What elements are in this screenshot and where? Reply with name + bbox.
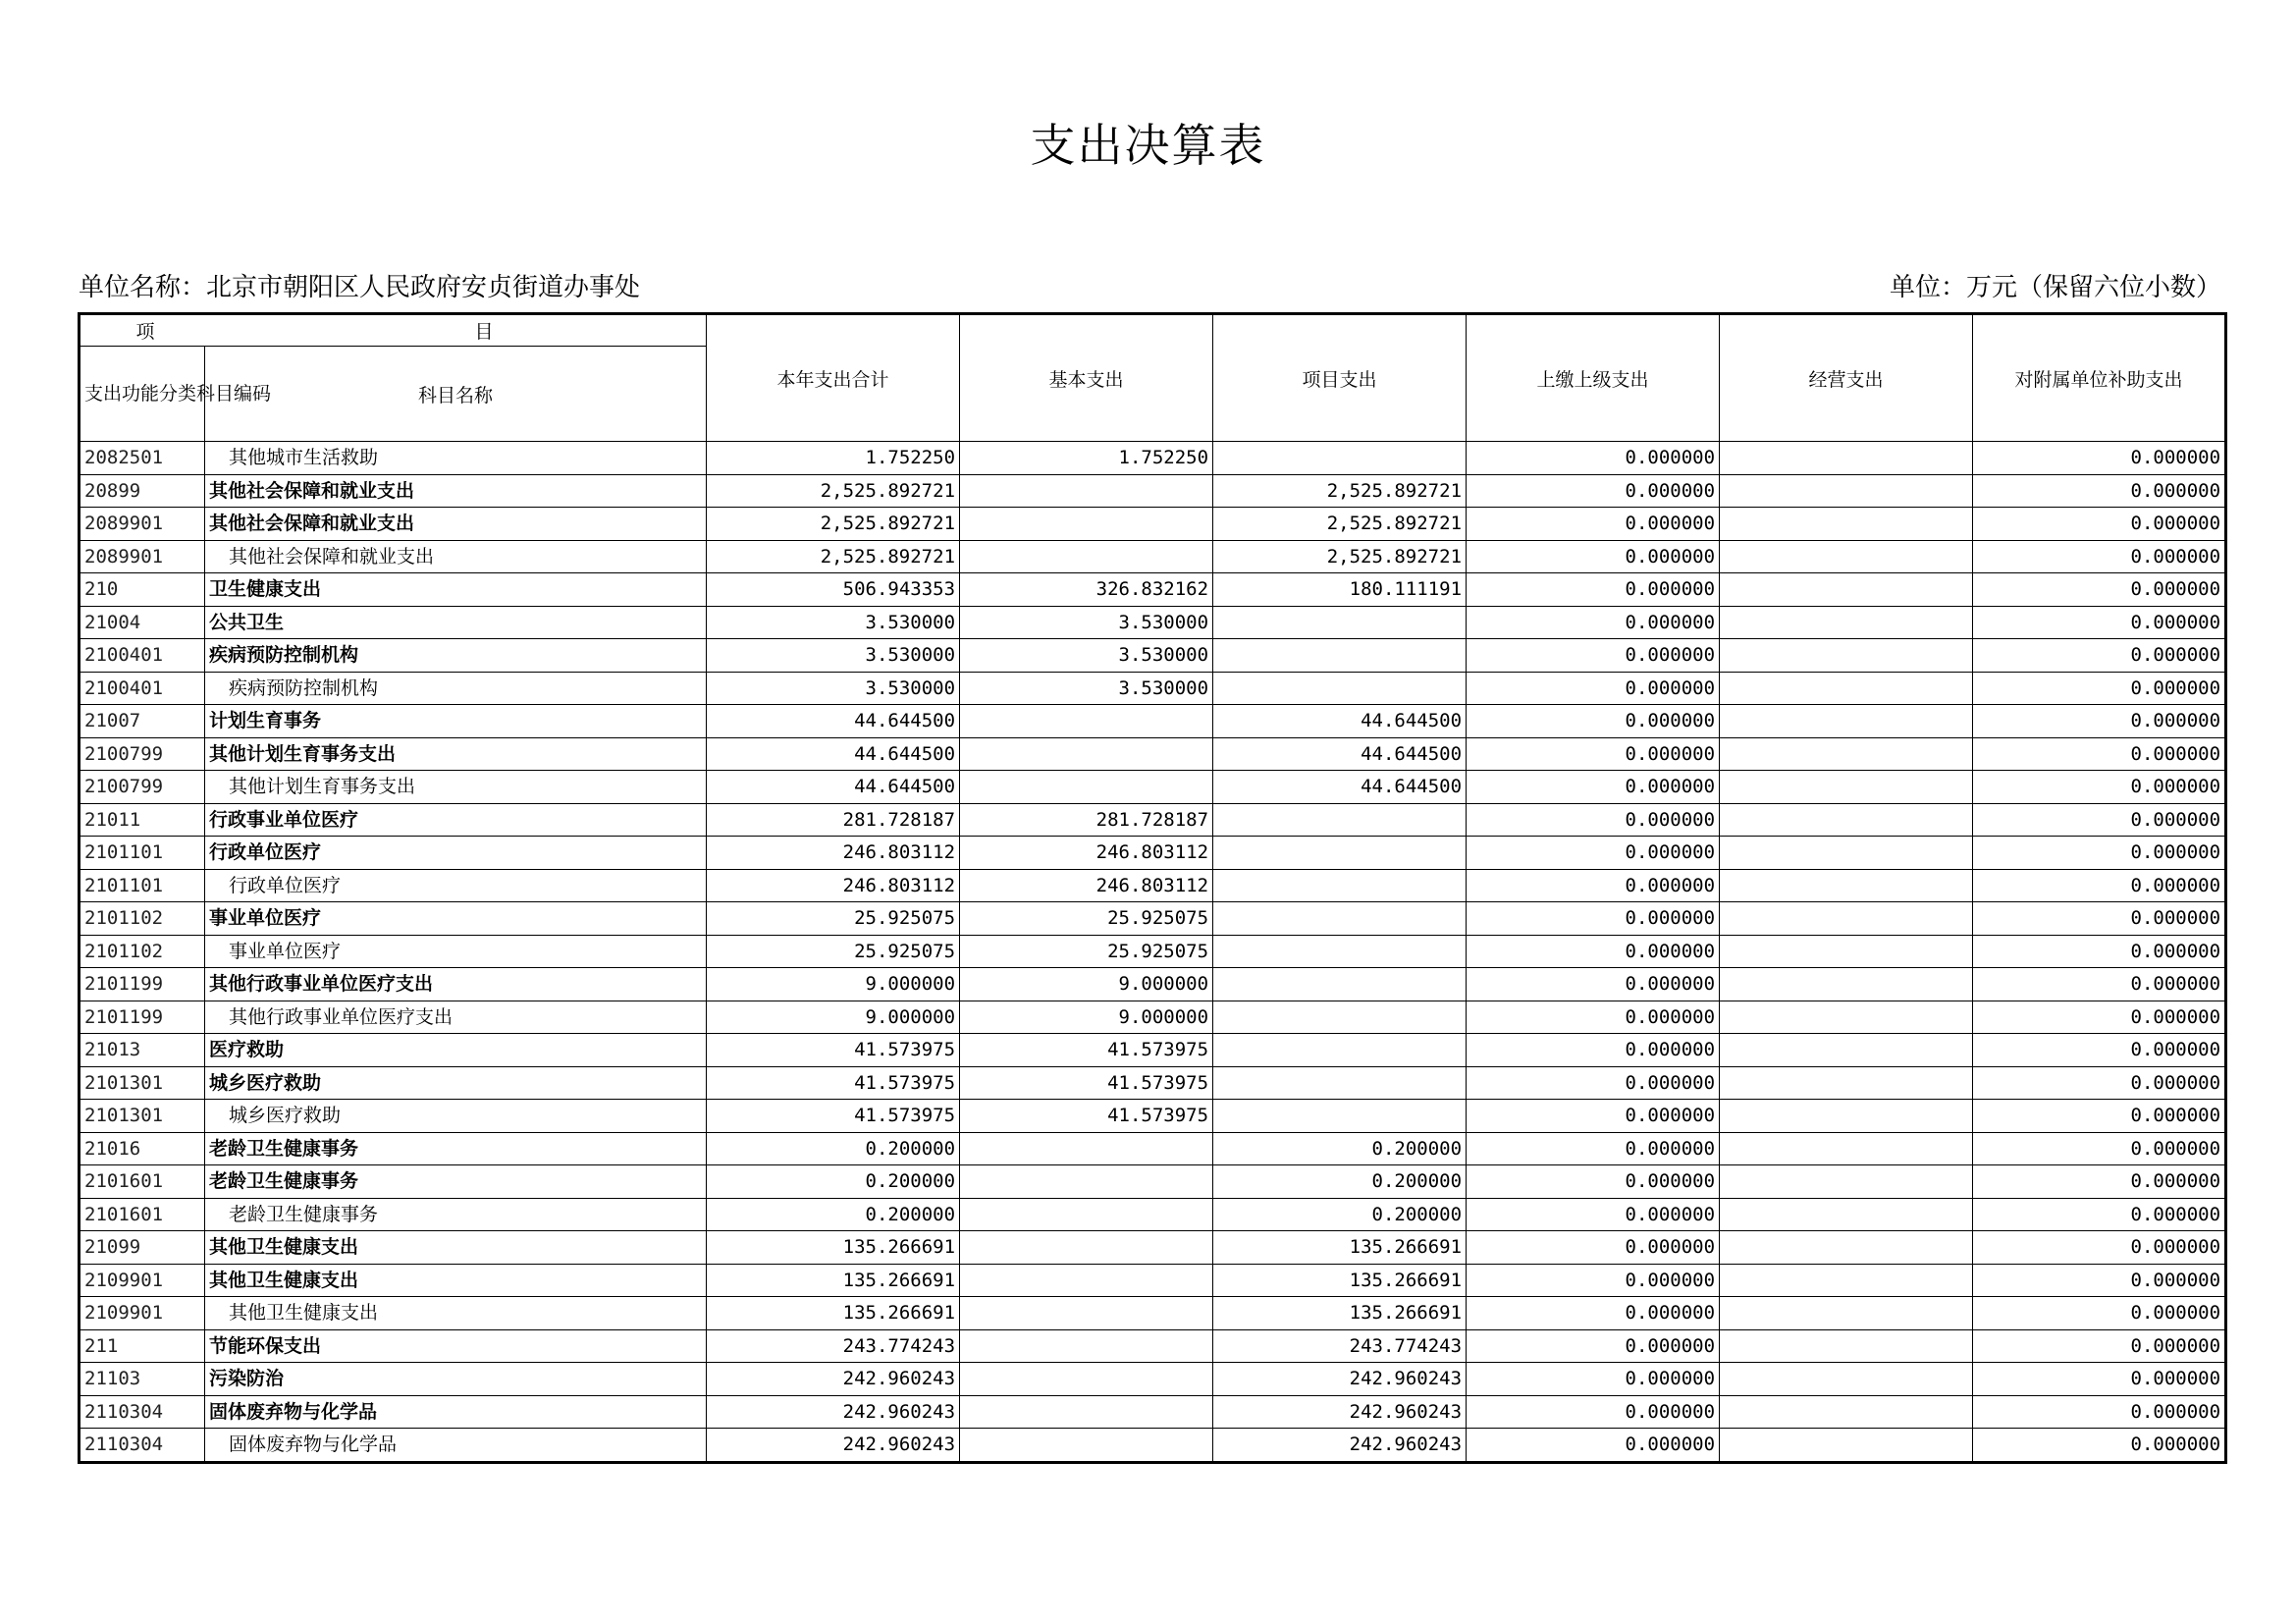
row-code: 21007 <box>80 705 205 738</box>
row-total-value: 506.943353 <box>707 573 960 607</box>
table-row <box>80 1132 2226 1165</box>
row-business-value <box>1720 803 1973 837</box>
row-code: 2101301 <box>80 1066 205 1100</box>
row-basic-value: 41.573975 <box>960 1066 1213 1100</box>
row-name: 固体废弃物与化学品 <box>205 1395 707 1429</box>
row-name: 节能环保支出 <box>205 1329 707 1363</box>
row-project-value <box>1213 1001 1467 1034</box>
table-row <box>80 573 2226 607</box>
row-total-value: 0.200000 <box>707 1132 960 1165</box>
row-upper-value: 0.000000 <box>1467 1066 1720 1100</box>
row-name: 事业单位医疗 <box>205 902 707 936</box>
row-basic-value <box>960 705 1213 738</box>
row-business-value <box>1720 1395 1973 1429</box>
row-name: 事业单位医疗 <box>205 935 707 968</box>
row-name: 其他卫生健康支出 <box>205 1231 707 1265</box>
row-name: 其他计划生育事务支出 <box>205 737 707 771</box>
row-basic-value: 246.803112 <box>960 869 1213 902</box>
row-basic-value: 326.832162 <box>960 573 1213 607</box>
table-row <box>80 508 2226 541</box>
row-project-value <box>1213 442 1467 475</box>
row-name: 其他社会保障和就业支出 <box>205 540 707 573</box>
row-upper-value: 0.000000 <box>1467 1297 1720 1330</box>
table-row <box>80 1297 2226 1330</box>
row-subsidy-value: 0.000000 <box>1973 1100 2226 1133</box>
row-business-value <box>1720 771 1973 804</box>
row-upper-value: 0.000000 <box>1467 902 1720 936</box>
row-subsidy-value: 0.000000 <box>1973 935 2226 968</box>
row-code: 211 <box>80 1329 205 1363</box>
row-project-value: 0.200000 <box>1213 1132 1467 1165</box>
row-name: 污染防治 <box>205 1363 707 1396</box>
row-business-value <box>1720 442 1973 475</box>
row-subsidy-value: 0.000000 <box>1973 1231 2226 1265</box>
table-row <box>80 968 2226 1001</box>
row-subsidy-value: 0.000000 <box>1973 1297 2226 1330</box>
table-row <box>80 1100 2226 1133</box>
table-row <box>80 474 2226 508</box>
row-upper-value: 0.000000 <box>1467 1264 1720 1297</box>
row-business-value <box>1720 968 1973 1001</box>
table-row <box>80 1395 2226 1429</box>
page-title: 支出决算表 <box>1030 119 1266 172</box>
row-upper-value: 0.000000 <box>1467 1395 1720 1429</box>
row-basic-value: 3.530000 <box>960 639 1213 673</box>
row-subsidy-value: 0.000000 <box>1973 1034 2226 1067</box>
row-project-value: 2,525.892721 <box>1213 540 1467 573</box>
row-upper-value: 0.000000 <box>1467 771 1720 804</box>
row-subsidy-value: 0.000000 <box>1973 1329 2226 1363</box>
row-basic-value <box>960 771 1213 804</box>
row-business-value <box>1720 1034 1973 1067</box>
row-subsidy-value: 0.000000 <box>1973 474 2226 508</box>
row-subsidy-value: 0.000000 <box>1973 1165 2226 1199</box>
row-total-value: 246.803112 <box>707 869 960 902</box>
row-name: 其他社会保障和就业支出 <box>205 474 707 508</box>
row-total-value: 25.925075 <box>707 935 960 968</box>
total-header: 本年支出合计 <box>707 314 960 442</box>
row-total-value: 2,525.892721 <box>707 508 960 541</box>
row-project-value: 180.111191 <box>1213 573 1467 607</box>
table-row <box>80 1034 2226 1067</box>
row-business-value <box>1720 1100 1973 1133</box>
row-upper-value: 0.000000 <box>1467 1100 1720 1133</box>
row-project-value: 243.774243 <box>1213 1329 1467 1363</box>
table-row <box>80 705 2226 738</box>
row-total-value: 9.000000 <box>707 1001 960 1034</box>
row-code: 2101101 <box>80 869 205 902</box>
row-code: 2101301 <box>80 1100 205 1133</box>
row-basic-value: 3.530000 <box>960 672 1213 705</box>
row-total-value: 41.573975 <box>707 1100 960 1133</box>
row-code: 2089901 <box>80 508 205 541</box>
row-code: 20899 <box>80 474 205 508</box>
row-total-value: 2,525.892721 <box>707 474 960 508</box>
row-upper-value: 0.000000 <box>1467 705 1720 738</box>
code-header: 支出功能分类科目编码 <box>80 347 205 442</box>
row-name: 老龄卫生健康事务 <box>205 1165 707 1199</box>
row-business-value <box>1720 1132 1973 1165</box>
row-basic-value <box>960 1429 1213 1463</box>
row-project-value: 242.960243 <box>1213 1429 1467 1463</box>
table-row <box>80 1165 2226 1199</box>
row-code: 2100799 <box>80 771 205 804</box>
row-project-value: 135.266691 <box>1213 1231 1467 1265</box>
row-project-value: 44.644500 <box>1213 737 1467 771</box>
unit-name-label: 单位名称：北京市朝阳区人民政府安贞街道办事处 <box>79 273 641 302</box>
row-total-value: 3.530000 <box>707 672 960 705</box>
row-subsidy-value: 0.000000 <box>1973 1395 2226 1429</box>
row-project-value <box>1213 837 1467 870</box>
table-row <box>80 771 2226 804</box>
row-project-value: 135.266691 <box>1213 1264 1467 1297</box>
row-subsidy-value: 0.000000 <box>1973 771 2226 804</box>
row-business-value <box>1720 902 1973 936</box>
row-basic-value: 25.925075 <box>960 902 1213 936</box>
row-code: 21103 <box>80 1363 205 1396</box>
row-upper-value: 0.000000 <box>1467 474 1720 508</box>
row-name: 疾病预防控制机构 <box>205 672 707 705</box>
row-basic-value: 1.752250 <box>960 442 1213 475</box>
table-row <box>80 1001 2226 1034</box>
row-subsidy-value: 0.000000 <box>1973 902 2226 936</box>
row-code: 21013 <box>80 1034 205 1067</box>
row-name: 其他卫生健康支出 <box>205 1264 707 1297</box>
table-row <box>80 1066 2226 1100</box>
row-total-value: 1.752250 <box>707 442 960 475</box>
row-subsidy-value: 0.000000 <box>1973 1066 2226 1100</box>
table-row <box>80 1198 2226 1231</box>
row-total-value: 0.200000 <box>707 1198 960 1231</box>
project-header: 项目支出 <box>1213 314 1467 442</box>
basic-header: 基本支出 <box>960 314 1213 442</box>
row-business-value <box>1720 1231 1973 1265</box>
row-subsidy-value: 0.000000 <box>1973 1264 2226 1297</box>
row-basic-value <box>960 737 1213 771</box>
row-code: 2110304 <box>80 1429 205 1463</box>
row-business-value <box>1720 737 1973 771</box>
row-upper-value: 0.000000 <box>1467 442 1720 475</box>
row-total-value: 246.803112 <box>707 837 960 870</box>
row-subsidy-value: 0.000000 <box>1973 837 2226 870</box>
table-row <box>80 803 2226 837</box>
row-total-value: 3.530000 <box>707 639 960 673</box>
row-name: 疾病预防控制机构 <box>205 639 707 673</box>
business-header: 经营支出 <box>1720 314 1973 442</box>
table-row <box>80 672 2226 705</box>
row-upper-value: 0.000000 <box>1467 1132 1720 1165</box>
row-name: 其他城市生活救助 <box>205 442 707 475</box>
row-basic-value <box>960 1329 1213 1363</box>
row-name: 医疗救助 <box>205 1034 707 1067</box>
row-basic-value <box>960 1231 1213 1265</box>
row-project-value: 242.960243 <box>1213 1363 1467 1396</box>
row-upper-value: 0.000000 <box>1467 1198 1720 1231</box>
row-name: 行政事业单位医疗 <box>205 803 707 837</box>
table-row <box>80 1231 2226 1265</box>
row-code: 2101102 <box>80 902 205 936</box>
row-upper-value: 0.000000 <box>1467 1034 1720 1067</box>
row-total-value: 242.960243 <box>707 1363 960 1396</box>
row-project-value: 44.644500 <box>1213 771 1467 804</box>
row-project-value: 2,525.892721 <box>1213 508 1467 541</box>
row-total-value: 135.266691 <box>707 1297 960 1330</box>
row-total-value: 3.530000 <box>707 606 960 639</box>
row-name: 卫生健康支出 <box>205 573 707 607</box>
table-row <box>80 442 2226 475</box>
row-project-value <box>1213 1100 1467 1133</box>
expenditure-table <box>78 312 2227 1464</box>
table-row <box>80 1329 2226 1363</box>
row-upper-value: 0.000000 <box>1467 639 1720 673</box>
row-subsidy-value: 0.000000 <box>1973 869 2226 902</box>
row-business-value <box>1720 639 1973 673</box>
row-code: 210 <box>80 573 205 607</box>
row-business-value <box>1720 1329 1973 1363</box>
row-business-value <box>1720 606 1973 639</box>
row-basic-value: 9.000000 <box>960 1001 1213 1034</box>
row-total-value: 0.200000 <box>707 1165 960 1199</box>
row-subsidy-value: 0.000000 <box>1973 968 2226 1001</box>
row-basic-value: 9.000000 <box>960 968 1213 1001</box>
row-code: 2100401 <box>80 639 205 673</box>
row-code: 2101101 <box>80 837 205 870</box>
row-upper-value: 0.000000 <box>1467 508 1720 541</box>
row-business-value <box>1720 474 1973 508</box>
row-name: 城乡医疗救助 <box>205 1066 707 1100</box>
row-upper-value: 0.000000 <box>1467 573 1720 607</box>
row-upper-value: 0.000000 <box>1467 606 1720 639</box>
row-project-value: 242.960243 <box>1213 1395 1467 1429</box>
row-subsidy-value: 0.000000 <box>1973 803 2226 837</box>
table-body <box>80 442 2226 1463</box>
row-business-value <box>1720 705 1973 738</box>
row-basic-value: 41.573975 <box>960 1100 1213 1133</box>
row-upper-value: 0.000000 <box>1467 803 1720 837</box>
row-name: 其他卫生健康支出 <box>205 1297 707 1330</box>
row-code: 2089901 <box>80 540 205 573</box>
row-code: 2101102 <box>80 935 205 968</box>
row-subsidy-value: 0.000000 <box>1973 672 2226 705</box>
table-row <box>80 606 2226 639</box>
row-business-value <box>1720 1165 1973 1199</box>
row-basic-value <box>960 1198 1213 1231</box>
row-name: 老龄卫生健康事务 <box>205 1132 707 1165</box>
row-basic-value: 25.925075 <box>960 935 1213 968</box>
row-basic-value <box>960 540 1213 573</box>
table-row <box>80 639 2226 673</box>
row-name: 行政单位医疗 <box>205 837 707 870</box>
row-project-value <box>1213 803 1467 837</box>
row-upper-value: 0.000000 <box>1467 1429 1720 1463</box>
row-project-value: 135.266691 <box>1213 1297 1467 1330</box>
row-code: 21004 <box>80 606 205 639</box>
row-name: 其他社会保障和就业支出 <box>205 508 707 541</box>
row-code: 2100401 <box>80 672 205 705</box>
row-name: 计划生育事务 <box>205 705 707 738</box>
row-business-value <box>1720 1429 1973 1463</box>
row-name: 老龄卫生健康事务 <box>205 1198 707 1231</box>
row-total-value: 44.644500 <box>707 705 960 738</box>
row-code: 2101601 <box>80 1165 205 1199</box>
row-code: 2101199 <box>80 1001 205 1034</box>
row-business-value <box>1720 1264 1973 1297</box>
row-basic-value <box>960 1264 1213 1297</box>
row-name: 行政单位医疗 <box>205 869 707 902</box>
row-business-value <box>1720 1363 1973 1396</box>
row-business-value <box>1720 935 1973 968</box>
row-upper-value: 0.000000 <box>1467 540 1720 573</box>
row-business-value <box>1720 837 1973 870</box>
row-upper-value: 0.000000 <box>1467 737 1720 771</box>
row-code: 2101199 <box>80 968 205 1001</box>
subsidy-header: 对附属单位补助支出 <box>1973 314 2226 442</box>
row-business-value <box>1720 573 1973 607</box>
row-upper-value: 0.000000 <box>1467 968 1720 1001</box>
row-project-value: 2,525.892721 <box>1213 474 1467 508</box>
row-project-value <box>1213 672 1467 705</box>
row-basic-value <box>960 1132 1213 1165</box>
table-row <box>80 1429 2226 1463</box>
row-total-value: 41.573975 <box>707 1034 960 1067</box>
row-upper-value: 0.000000 <box>1467 1165 1720 1199</box>
row-subsidy-value: 0.000000 <box>1973 573 2226 607</box>
row-total-value: 41.573975 <box>707 1066 960 1100</box>
row-project-value <box>1213 935 1467 968</box>
row-upper-value: 0.000000 <box>1467 1001 1720 1034</box>
name-header: 科目名称 <box>205 347 707 442</box>
row-total-value: 135.266691 <box>707 1231 960 1265</box>
row-code: 2110304 <box>80 1395 205 1429</box>
row-basic-value <box>960 1165 1213 1199</box>
row-project-value: 44.644500 <box>1213 705 1467 738</box>
row-subsidy-value: 0.000000 <box>1973 508 2226 541</box>
row-basic-value: 246.803112 <box>960 837 1213 870</box>
row-subsidy-value: 0.000000 <box>1973 1363 2226 1396</box>
row-name: 公共卫生 <box>205 606 707 639</box>
row-basic-value <box>960 508 1213 541</box>
row-name: 其他行政事业单位医疗支出 <box>205 1001 707 1034</box>
table-row <box>80 540 2226 573</box>
upper-header: 上缴上级支出 <box>1467 314 1720 442</box>
row-subsidy-value: 0.000000 <box>1973 737 2226 771</box>
row-upper-value: 0.000000 <box>1467 837 1720 870</box>
row-total-value: 2,525.892721 <box>707 540 960 573</box>
table-row <box>80 902 2226 936</box>
row-basic-value: 281.728187 <box>960 803 1213 837</box>
row-basic-value: 41.573975 <box>960 1034 1213 1067</box>
row-project-value <box>1213 902 1467 936</box>
table-row <box>80 935 2226 968</box>
row-subsidy-value: 0.000000 <box>1973 1429 2226 1463</box>
row-upper-value: 0.000000 <box>1467 1329 1720 1363</box>
row-subsidy-value: 0.000000 <box>1973 442 2226 475</box>
row-code: 2082501 <box>80 442 205 475</box>
row-code: 21011 <box>80 803 205 837</box>
row-upper-value: 0.000000 <box>1467 672 1720 705</box>
row-project-value: 0.200000 <box>1213 1198 1467 1231</box>
row-basic-value <box>960 474 1213 508</box>
row-project-value: 0.200000 <box>1213 1165 1467 1199</box>
row-subsidy-value: 0.000000 <box>1973 1001 2226 1034</box>
row-total-value: 25.925075 <box>707 902 960 936</box>
row-business-value <box>1720 508 1973 541</box>
row-name: 固体废弃物与化学品 <box>205 1429 707 1463</box>
row-total-value: 243.774243 <box>707 1329 960 1363</box>
table-row <box>80 869 2226 902</box>
row-upper-value: 0.000000 <box>1467 935 1720 968</box>
row-name: 其他计划生育事务支出 <box>205 771 707 804</box>
row-code: 21016 <box>80 1132 205 1165</box>
row-basic-value <box>960 1363 1213 1396</box>
row-upper-value: 0.000000 <box>1467 869 1720 902</box>
row-upper-value: 0.000000 <box>1467 1363 1720 1396</box>
row-project-value <box>1213 869 1467 902</box>
row-basic-value <box>960 1297 1213 1330</box>
row-project-value <box>1213 639 1467 673</box>
row-project-value <box>1213 1066 1467 1100</box>
row-total-value: 44.644500 <box>707 771 960 804</box>
row-business-value <box>1720 1066 1973 1100</box>
row-total-value: 44.644500 <box>707 737 960 771</box>
table-row <box>80 837 2226 870</box>
row-project-value <box>1213 1034 1467 1067</box>
row-subsidy-value: 0.000000 <box>1973 639 2226 673</box>
row-code: 2100799 <box>80 737 205 771</box>
row-business-value <box>1720 672 1973 705</box>
row-subsidy-value: 0.000000 <box>1973 606 2226 639</box>
row-basic-value <box>960 1395 1213 1429</box>
row-subsidy-value: 0.000000 <box>1973 705 2226 738</box>
row-code: 2109901 <box>80 1264 205 1297</box>
row-code: 2101601 <box>80 1198 205 1231</box>
row-total-value: 135.266691 <box>707 1264 960 1297</box>
row-business-value <box>1720 1297 1973 1330</box>
row-name: 城乡医疗救助 <box>205 1100 707 1133</box>
row-business-value <box>1720 1198 1973 1231</box>
row-project-value <box>1213 968 1467 1001</box>
row-code: 2109901 <box>80 1297 205 1330</box>
currency-unit-label: 单位：万元（保留六位小数） <box>1889 273 2221 302</box>
row-business-value <box>1720 1001 1973 1034</box>
row-project-value <box>1213 606 1467 639</box>
row-name: 其他行政事业单位医疗支出 <box>205 968 707 1001</box>
table-row <box>80 737 2226 771</box>
row-code: 21099 <box>80 1231 205 1265</box>
item-header: 项 目 <box>80 314 707 347</box>
row-total-value: 242.960243 <box>707 1429 960 1463</box>
row-upper-value: 0.000000 <box>1467 1231 1720 1265</box>
row-total-value: 9.000000 <box>707 968 960 1001</box>
row-subsidy-value: 0.000000 <box>1973 540 2226 573</box>
row-business-value <box>1720 869 1973 902</box>
row-subsidy-value: 0.000000 <box>1973 1132 2226 1165</box>
row-total-value: 281.728187 <box>707 803 960 837</box>
row-total-value: 242.960243 <box>707 1395 960 1429</box>
table-row <box>80 1264 2226 1297</box>
row-basic-value: 3.530000 <box>960 606 1213 639</box>
row-subsidy-value: 0.000000 <box>1973 1198 2226 1231</box>
table-row <box>80 1363 2226 1396</box>
row-business-value <box>1720 540 1973 573</box>
